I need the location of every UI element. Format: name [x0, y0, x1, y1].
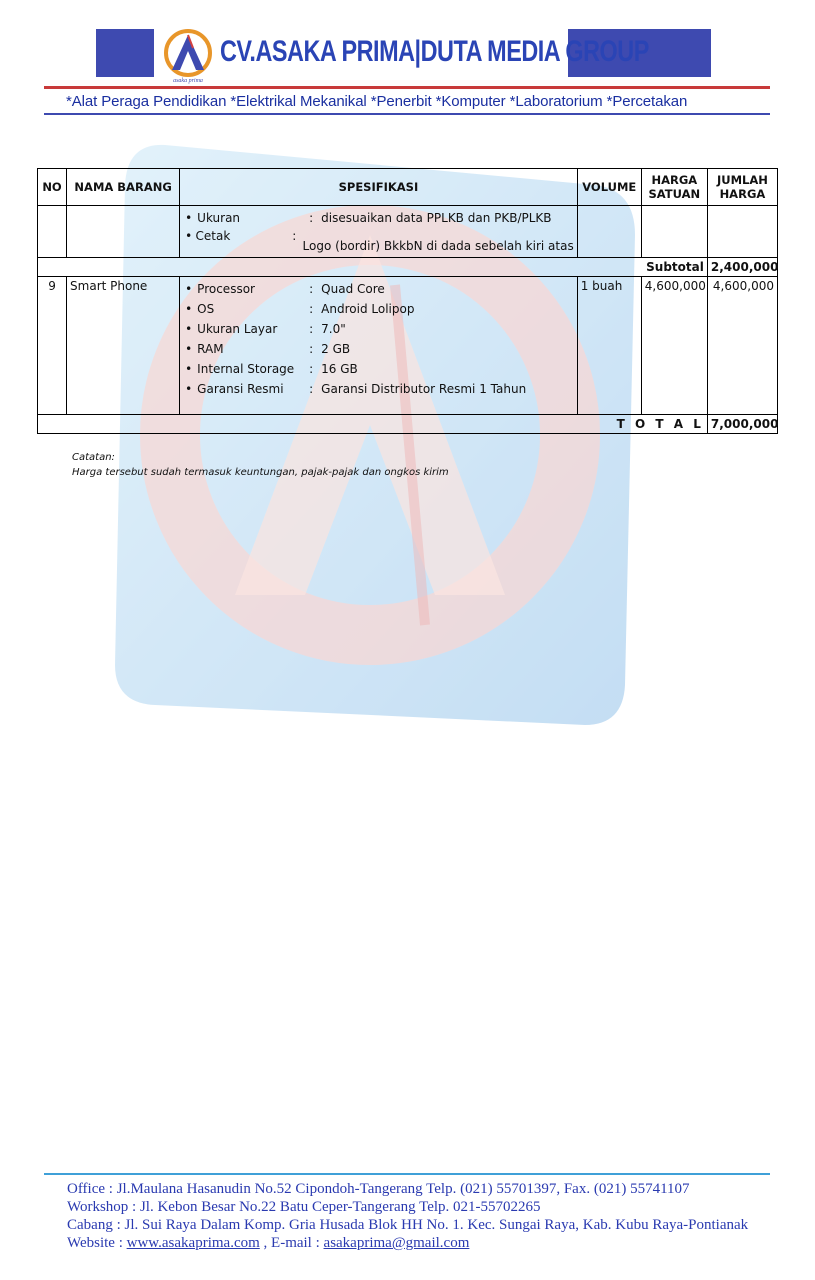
- spec-key: Ukuran Layar: [197, 322, 278, 336]
- spec-key: Garansi Resmi: [197, 382, 284, 396]
- col-header-spec: SPESIFIKASI: [180, 169, 578, 206]
- col-header-name: NAMA BARANG: [67, 169, 180, 206]
- col-header-total: JUMLAH HARGA: [707, 169, 777, 206]
- spec-item: [183, 228, 574, 254]
- bullet-icon: •: [185, 302, 193, 316]
- email-label: , E-mail :: [259, 1235, 324, 1251]
- col-header-volume: VOLUME: [577, 169, 641, 206]
- spec-item: [183, 359, 574, 379]
- cell-price: [641, 206, 707, 258]
- spec-separator: :: [309, 282, 314, 296]
- footer-address: [67, 1180, 748, 1252]
- bullet-icon: •: [185, 362, 193, 376]
- footer-contact: [67, 1234, 748, 1252]
- cell-spec: [180, 206, 578, 258]
- spec-key: Ukuran: [197, 211, 241, 225]
- table-header-row: [38, 169, 778, 206]
- header-tagline: *Alat Peraga Pendidikan *Elektrikal Mekanikal *Penerbit *Komputer *Laboratorium *Percetakan: [66, 93, 688, 110]
- spec-key: RAM: [197, 342, 224, 356]
- cell-volume: 1 buah: [577, 277, 641, 415]
- spec-value: 16 GB: [321, 362, 358, 376]
- spec-separator: :: [309, 302, 314, 316]
- spec-value: disesuaikan data PPLKB dan PKB/PLKB: [321, 211, 552, 225]
- email-link[interactable]: asakaprima@gmail.com: [323, 1235, 470, 1251]
- notes-text: Harga tersebut sudah termasuk keuntungan, pajak-pajak dan ongkos kirim: [72, 467, 449, 478]
- total-label: T O T A L: [38, 415, 708, 434]
- spec-item: [183, 279, 574, 299]
- company-name: CV.ASAKA PRIMA|DUTA MEDIA GROUP: [220, 35, 649, 68]
- spec-separator: :: [309, 342, 314, 356]
- spec-value: Quad Core: [321, 282, 385, 296]
- total-value: 7,000,000: [707, 415, 777, 434]
- cell-name: [67, 206, 180, 258]
- cell-spec: [180, 277, 578, 415]
- spec-value: 2 GB: [321, 342, 351, 356]
- spec-separator: :: [309, 382, 314, 396]
- footer-divider: [44, 1173, 770, 1175]
- bullet-icon: •: [185, 211, 193, 225]
- header-divider-red: [44, 86, 770, 89]
- table-row-item-9: [38, 277, 778, 415]
- company-logo-icon: [160, 26, 216, 84]
- subtotal-value: 2,400,000: [707, 258, 777, 277]
- spec-separator: :: [309, 362, 314, 376]
- spec-key: Internal Storage: [197, 362, 295, 376]
- cell-volume: [577, 206, 641, 258]
- total-row: [38, 415, 778, 434]
- header-divider-blue: [44, 113, 770, 115]
- website-link[interactable]: www.asakaprima.com: [126, 1235, 260, 1251]
- spec-separator: :: [292, 229, 297, 243]
- spec-item: [183, 299, 574, 319]
- footer-cabang: Cabang : Jl. Sui Raya Dalam Komp. Gria Husada Blok HH No. 1. Kec. Sungai Raya, Kab. Kubu Raya-Pontianak: [67, 1217, 749, 1233]
- notes-title: Catatan:: [72, 452, 115, 463]
- header-bar-left: [96, 29, 154, 77]
- cell-total: [707, 206, 777, 258]
- spec-value: Logo (bordir) BkkbN di dada sebelah kiri atas: [302, 239, 574, 253]
- website-label: Website :: [67, 1235, 127, 1251]
- spec-value: Garansi Distributor Resmi 1 Tahun: [321, 382, 527, 396]
- cell-no: 9: [38, 277, 67, 415]
- bullet-icon: •: [185, 229, 193, 243]
- spec-key: Cetak: [195, 229, 231, 243]
- col-header-price: HARGA SATUAN: [641, 169, 707, 206]
- spec-value: Android Lolipop: [321, 302, 415, 316]
- subtotal-row: [38, 258, 778, 277]
- spec-item: [183, 379, 574, 399]
- bullet-icon: •: [185, 342, 193, 356]
- bullet-icon: •: [185, 322, 193, 336]
- spec-value: 7.0": [321, 322, 346, 336]
- subtotal-label: Subtotal: [38, 258, 708, 277]
- cell-name: Smart Phone: [67, 277, 180, 415]
- cell-price: 4,600,000: [641, 277, 707, 415]
- footer-workshop: Workshop : Jl. Kebon Besar No.22 Batu Ceper-Tangerang Telp. 021-55702265: [67, 1199, 541, 1215]
- spec-item: [183, 319, 574, 339]
- spec-separator: :: [309, 211, 314, 225]
- spec-key: Processor: [197, 282, 255, 296]
- cell-no: [38, 206, 67, 258]
- bullet-icon: •: [185, 282, 193, 296]
- spec-separator: :: [309, 322, 314, 336]
- spec-key: OS: [197, 302, 215, 316]
- logo-caption: asaka prima: [173, 78, 203, 84]
- footer-office: Office : Jl.Maulana Hasanudin No.52 Cipondoh-Tangerang Telp. (021) 55701397, Fax. (021) 55741107: [67, 1181, 690, 1197]
- spec-item: [183, 339, 574, 359]
- bullet-icon: •: [185, 382, 193, 396]
- col-header-no: NO: [38, 169, 67, 206]
- items-table: [37, 168, 778, 434]
- cell-total: 4,600,000: [707, 277, 777, 415]
- spec-item: [183, 208, 574, 228]
- table-row-continued: [38, 206, 778, 258]
